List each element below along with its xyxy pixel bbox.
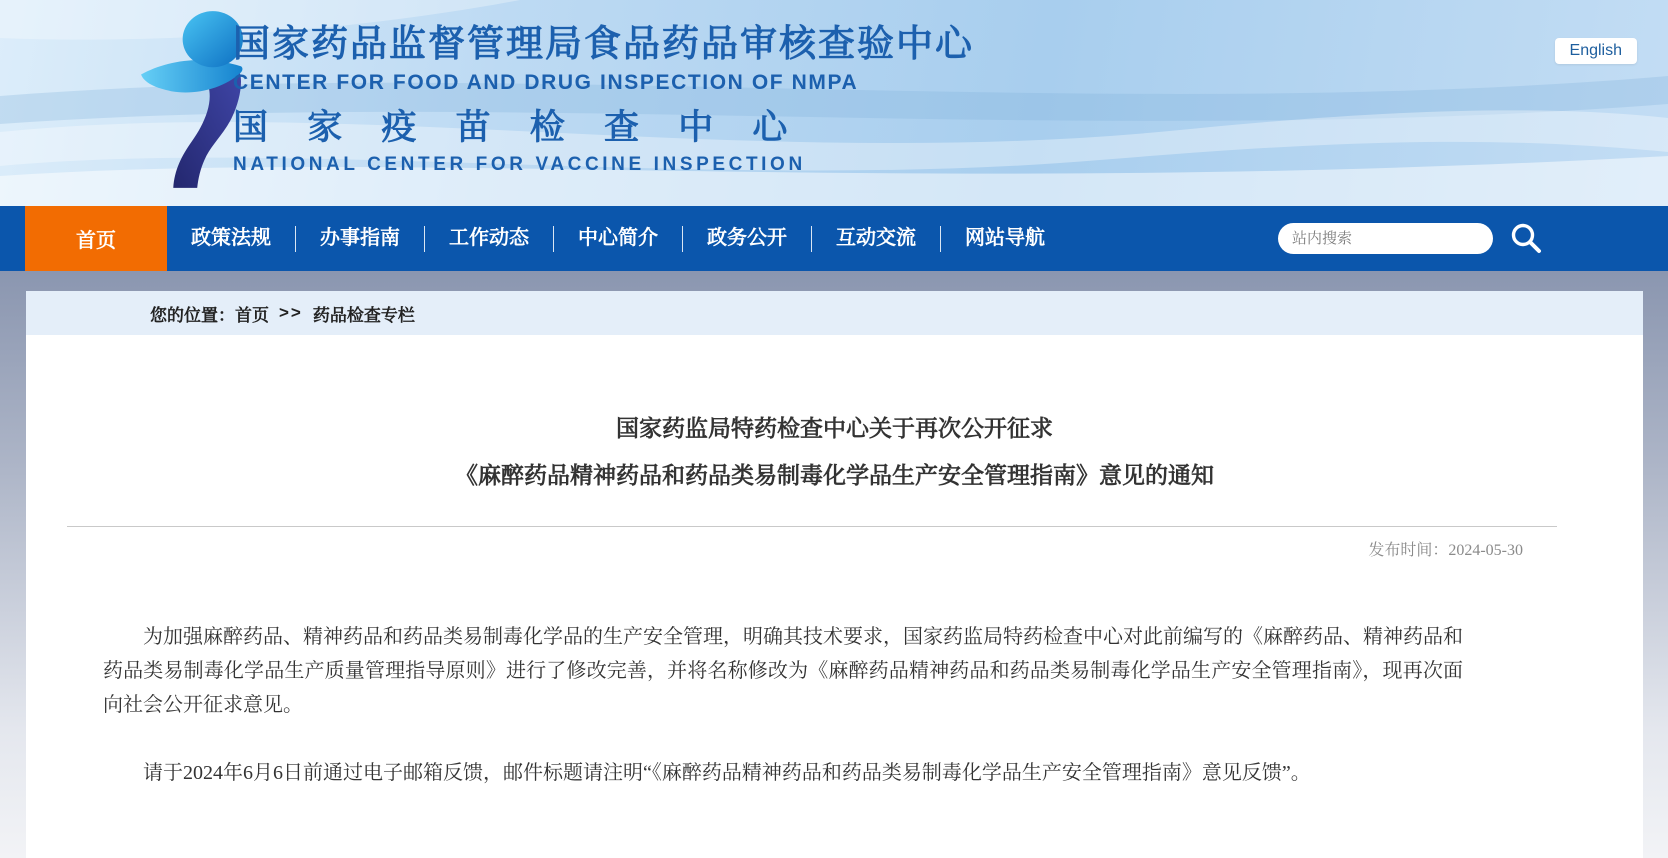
search-icon bbox=[1509, 221, 1543, 255]
nav-item-gov-affairs[interactable]: 政务公开 bbox=[707, 227, 787, 249]
article-title bbox=[26, 405, 1643, 499]
main-navigation bbox=[0, 206, 1668, 271]
brand-subtitle-cn: 国家疫苗检查中心 bbox=[233, 108, 827, 147]
nav-item-center-profile[interactable]: 中心简介 bbox=[578, 227, 658, 249]
breadcrumb-current-link[interactable]: 药品检查专栏 bbox=[312, 305, 415, 325]
brand-title-en: CENTER FOR FOOD AND DRUG INSPECTION OF NMPA bbox=[233, 71, 859, 94]
article-title-line1: 国家药监局特药检查中心关于再次公开征求 bbox=[616, 415, 1053, 441]
brand-title-cn: 国家药品监督管理局食品药品审核查验中心 bbox=[233, 23, 974, 64]
content-panel bbox=[26, 291, 1643, 858]
article-paragraph: 请于2024年6月6日前通过电子邮箱反馈，邮件标题请注明“《麻醉药品精神药品和药品类易制毒化学品生产安全管理指南》意见反馈”。 bbox=[143, 762, 1311, 784]
breadcrumb-home-link[interactable]: 首页 bbox=[235, 305, 269, 325]
nav-item-site-map[interactable]: 网站导航 bbox=[965, 227, 1045, 249]
search-input[interactable] bbox=[1278, 223, 1493, 254]
breadcrumb-label: 您的位置： bbox=[150, 305, 235, 325]
nav-item-home-active[interactable]: 首页 bbox=[25, 206, 167, 271]
article-title-line2: 《麻醉药品精神药品和药品类易制毒化学品生产安全管理指南》意见的通知 bbox=[455, 462, 1214, 488]
site-header bbox=[0, 0, 1668, 206]
publish-time: 发布时间：2024-05-30 bbox=[1368, 542, 1523, 559]
breadcrumb-separator: >> bbox=[279, 303, 303, 322]
brand-subtitle-en: NATIONAL CENTER FOR VACCINE INSPECTION bbox=[233, 154, 806, 175]
title-divider bbox=[67, 526, 1557, 527]
brand-block bbox=[233, 22, 974, 178]
article-body bbox=[103, 620, 1463, 790]
nav-item-interaction[interactable]: 互动交流 bbox=[836, 227, 916, 249]
nav-item-work-news[interactable]: 工作动态 bbox=[449, 227, 529, 249]
nav-item-service-guide[interactable]: 办事指南 bbox=[320, 227, 400, 249]
search-button[interactable] bbox=[1508, 221, 1544, 257]
nav-item-policies[interactable]: 政策法规 bbox=[191, 227, 271, 249]
cfdi-logo[interactable] bbox=[140, 8, 244, 190]
breadcrumb bbox=[26, 291, 1643, 335]
article-paragraph: 为加强麻醉药品、精神药品和药品类易制毒化学品的生产安全管理，明确其技术要求，国家药监局特药检查中心对此前编写的《麻醉药品、精神药品和药品类易制毒化学品生产质量管理指导原则》进行了修改完善，并将名称修改为《麻醉药品精神药品和药品类易制毒化学品生产安全管理指南》，现再次面向社会公开征求意见。 bbox=[103, 626, 1463, 716]
english-language-button[interactable]: English bbox=[1555, 38, 1637, 64]
site-search bbox=[1278, 223, 1493, 254]
